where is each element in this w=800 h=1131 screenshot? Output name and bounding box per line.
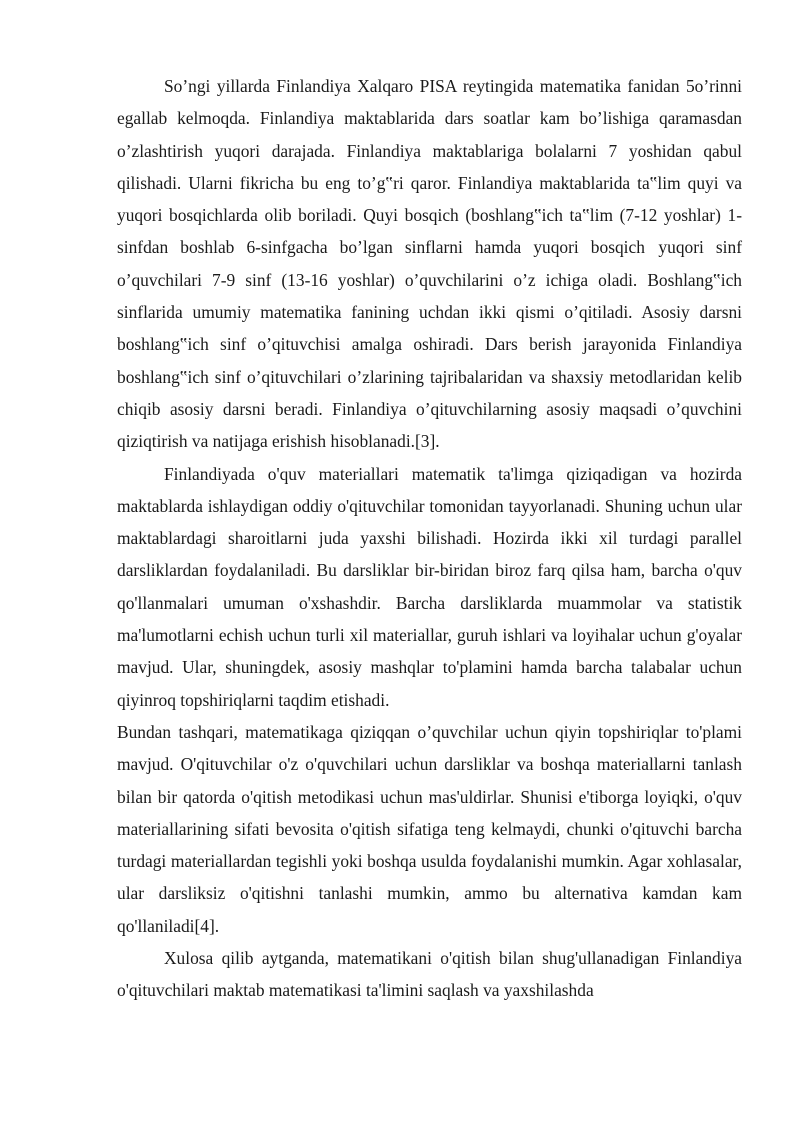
paragraph-study-materials: Finlandiyada o'quv materiallari matematik ta'limga qiziqadigan va hozirda maktablarda ishlaydigan oddiy o'qituvchilar tomonidan tayyorlanadi. Shuning uchun ular maktablardagi sharoitlarni juda yaxshi bilishadi. Hozirda ikki xil turdagi parallel darsliklardan foydalaniladi. Bu darsliklar bir-biridan biroz farq qilsa ham, barcha o'quv qo'llanmalari umuman o'xshashdir. Barcha darsliklarda muammolar va statistik ma'lumotlarni echish uchun turli xil materiallar, guruh ishlari va loyihalar uchun g'oyalar mavjud. Ular, shuningdek, asosiy mashqlar to'plamini hamda barcha talabalar uchun qiyinroq topshiriqlarni taqdim etishadi. [117,463,742,710]
paragraph-difficult-tasks: Bundan tashqari, matematikaga qiziqqan o’quvchilar uchun qiyin topshiriqlar to'plami mavjud. O'qituvchilar o'z o'quvchilari uchun darsliklar va boshqa materiallarni tanlash bilan bir qatorda o'qitish metodikasi uchun mas'uldirlar. Shunisi e'tiborga loyiqki, o'quv materiallarining sifati bevosita o'qitish sifatiga teng kelmaydi, chunki o'qituvchi barcha turdagi materiallardan tegishli yoki boshqa usulda foydalanishi mumkin. Agar xohlasalar, ular darsliksiz o'qitishni tanlashi mumkin, ammo bu alternativa kamdan kam qo'llaniladi[4]. [117,721,742,936]
document-page [117,70,742,1007]
paragraph-conclusion: Xulosa qilib aytganda, matematikani o'qitish bilan shug'ullanadigan Finlandiya o'qituvchilari maktab matematikasi ta'limini saqlash va yaxshilashda [117,948,742,1001]
paragraph-finland-pisa: So’ngi yillarda Finlandiya Xalqaro PISA reytingida matematika fanidan 5o’rinni egallab kelmoqda. Finlandiya maktablarida dars soatlar kam bo’lishiga qaramasdan o’zlashtirish yuqori darajada. Finlandiya maktablariga bolalarni 7 yoshidan qabul qilishadi. Ularni fikricha bu eng to’g‟ri qaror. Finlandiya maktablarida ta‟lim quyi va yuqori bosqichlarda olib boriladi. Quyi bosqich (boshlang‟ich ta‟lim (7-12 yoshlar) 1-sinfdan boshlab 6-sinfgacha bo’lgan sinflarni hamda yuqori bosqich yuqori sinf o’quvchilari 7-9 sinf (13-16 yoshlar) o’quvchilarini o’z ichiga oladi. Boshlang‟ich sinflarida umumiy matematika fanining uchdan ikki qismi o’qitiladi. Asosiy darsni boshlang‟ich sinf o’qituvchisi amalga oshiradi. Dars berish jarayonida Finlandiya boshlang‟ich sinf o’qituvchilari o’zlarining tajribalaridan va shaxsiy metodlaridan kelib chiqib asosiy darsni beradi. Finlandiya o’qituvchilarning asosiy maqsadi o’quvchini qiziqtirish va natijaga erishish hisoblanadi.[3]. [117,76,742,452]
